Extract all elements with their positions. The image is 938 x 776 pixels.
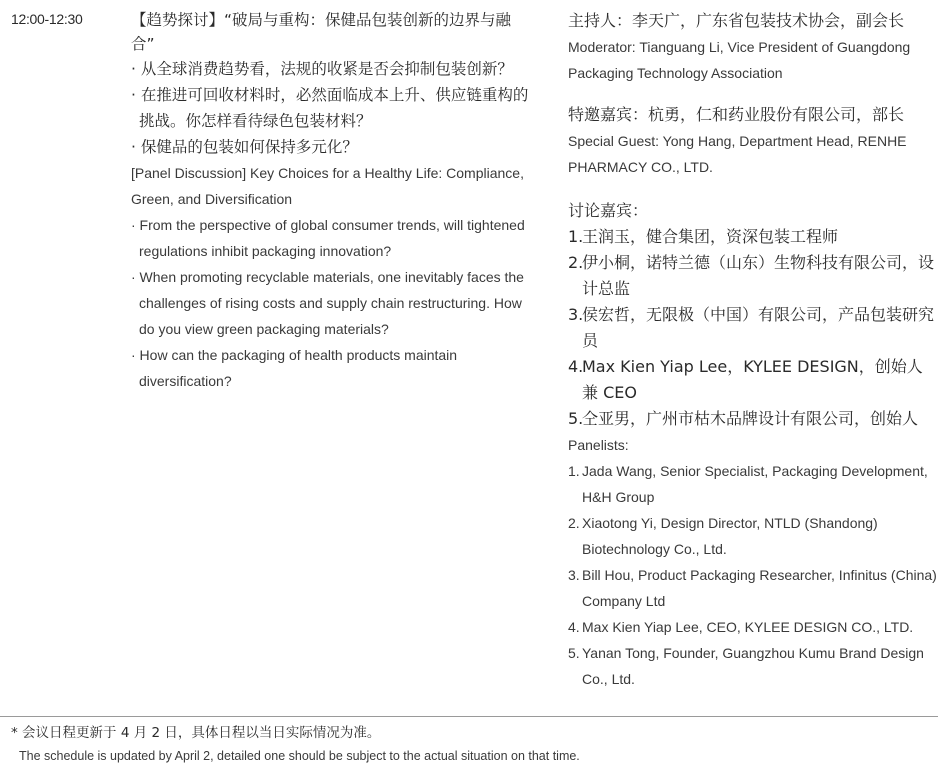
session-description — [131, 8, 531, 394]
panelist-cn-1 — [568, 224, 938, 250]
session-title-cn: 【趋势探讨】“破局与重构：保健品包装创新的边界与融合” — [131, 11, 512, 53]
panelist-text: Jada Wang, Senior Specialist, Packaging Development, H&H Group — [582, 463, 928, 505]
session-bullet-en-3: · How can the packaging of health products maintain diversification? — [131, 347, 458, 389]
list-number: 2. — [568, 253, 584, 272]
panelist-cn-4 — [568, 354, 938, 406]
panelists-list-cn — [568, 224, 938, 432]
panelist-en-2 — [568, 510, 938, 562]
guest-cn: 特邀嘉宾：杭勇，仁和药业股份有限公司，部长 — [568, 105, 905, 124]
guest-en-line-1: Special Guest: Yong Hang, Department Head, RENHE — [568, 133, 907, 149]
session-bullet-cn-1: · 从全球消费趋势看，法规的收紧是否会抑制包装创新？ — [131, 60, 513, 78]
panelist-en-3 — [568, 562, 938, 614]
panelist-en-5 — [568, 640, 938, 692]
session-bullet-en-1: · From the perspective of global consumer trends, will tightened regulations inhibit packaging innovation? — [131, 217, 525, 259]
list-number: 4. — [568, 619, 580, 635]
panelists-list-en — [568, 458, 938, 692]
panelist-text: Yanan Tong, Founder, Guangzhou Kumu Brand Design Co., Ltd. — [582, 645, 924, 687]
host-cn: 主持人：李天广，广东省包装技术协会，副会长 — [568, 11, 905, 30]
speakers-column — [568, 8, 938, 692]
list-number: 1. — [568, 227, 584, 246]
session-bullet-cn-3: · 保健品的包装如何保持多元化？ — [131, 138, 358, 156]
panelist-cn-3 — [568, 302, 938, 354]
panelist-en-4 — [568, 614, 938, 640]
panelist-text: 仝亚男，广州市枯木品牌设计有限公司，创始人 — [582, 409, 919, 428]
panelist-text: 侯宏哲，无限极（中国）有限公司，产品包装研究员 — [582, 305, 935, 350]
panelist-text: Xiaotong Yi, Design Director, NTLD (Shandong) Biotechnology Co., Ltd. — [582, 515, 878, 557]
panelists-heading-cn: 讨论嘉宾： — [568, 201, 649, 220]
list-number: 4. — [568, 357, 584, 376]
panelist-cn-5 — [568, 406, 938, 432]
panelist-text: Bill Hou, Product Packaging Researcher, Infinitus (China) Company Ltd — [582, 567, 937, 609]
panelists-heading-en: Panelists: — [568, 437, 629, 453]
session-bullet-en-2: · When promoting recyclable materials, one inevitably faces the challenges of rising costs and supply chain restructuring. How do you view green packaging materials? — [131, 269, 524, 337]
list-number: 3. — [568, 305, 584, 324]
list-number: 2. — [568, 515, 580, 531]
panelist-cn-2 — [568, 250, 938, 302]
panelist-text: 王润玉，健合集团，资深包装工程师 — [582, 227, 839, 246]
footer-note-en: The schedule is updated by April 2, detailed one should be subject to the actual situation on that time. — [19, 749, 580, 763]
host-en-line-2: Packaging Technology Association — [568, 65, 783, 81]
list-number: 3. — [568, 567, 580, 583]
panelist-text: Max Kien Yiap Lee，KYLEE DESIGN，创始人兼 CEO — [582, 357, 923, 402]
session-title-en: [Panel Discussion] Key Choices for a Healthy Life: Compliance, Green, and Diversification — [131, 165, 524, 207]
panelist-en-1 — [568, 458, 938, 510]
session-bullet-cn-2: · 在推进可回收材料时，必然面临成本上升、供应链重构的挑战。你怎样看待绿色包装材料？ — [131, 86, 529, 130]
list-number: 1. — [568, 463, 580, 479]
list-number: 5. — [568, 409, 584, 428]
guest-en-line-2: PHARMACY CO., LTD. — [568, 159, 713, 175]
session-time: 12:00-12:30 — [11, 11, 83, 27]
footer-divider — [0, 716, 938, 717]
panelist-text: 伊小桐，诺特兰德（山东）生物科技有限公司，设计总监 — [582, 253, 935, 298]
host-en-line-1: Moderator: Tianguang Li, Vice President of Guangdong — [568, 39, 911, 55]
panelist-text: Max Kien Yiap Lee, CEO, KYLEE DESIGN CO., LTD. — [582, 619, 914, 635]
list-number: 5. — [568, 645, 580, 661]
footer-note-cn: * 会议日程更新于 4 月 2 日，具体日程以当日实际情况为准。 — [11, 725, 381, 741]
